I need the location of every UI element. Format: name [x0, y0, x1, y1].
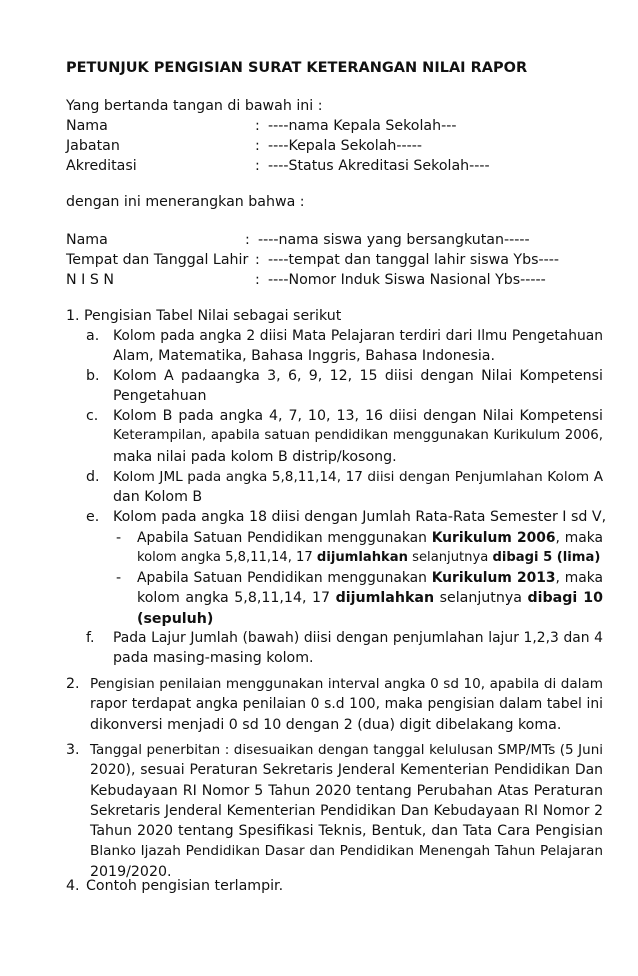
item-a-line-2: Alam, Matematika, Bahasa Inggris, Bahasa Indonesia. [113, 348, 496, 365]
item-f-line-2: pada masing-masing kolom. [113, 650, 314, 667]
sub-2-part-d: kolom angka 5,8,11,14, 17 [137, 590, 336, 607]
item-b-text [113, 366, 603, 407]
sub-2-curriculum: Kurikulum 2013 [431, 570, 556, 586]
item-d-text [113, 467, 603, 508]
sub-2-line-2 [137, 588, 603, 608]
item-d-line-1: Kolom JML pada angka 5,8,11,14, 17 diisi dengan Penjumlahan Kolom A [113, 469, 603, 485]
sub-1-line-1 [137, 528, 603, 548]
sub-2-part-c: , maka [555, 570, 603, 586]
sub-1-part-c: , maka [555, 530, 603, 546]
item-c-marker: c. [86, 408, 99, 424]
item-f-line-1: Pada Lajur Jumlah (bawah) diisi dengan penjumlahan lajur 1,2,3 dan 4 [113, 630, 603, 646]
sub-1-text [137, 528, 603, 569]
item-e-marker: e. [86, 509, 100, 525]
section-2-line-2: rapor terdapat angka penilaian 0 s.d 100, maka pengisian dalam tabel ini [90, 696, 603, 713]
item-d-line-2: dan Kolom B [113, 489, 203, 506]
intro-text: Yang bertanda tangan di bawah ini : [66, 98, 323, 114]
item-d-marker: d. [86, 469, 100, 485]
item-a-line-1: Kolom pada angka 2 diisi Mata Pelajaran terdiri dari Ilmu Pengetahuan [113, 328, 603, 344]
section-3-line-4: Sekretaris Jenderal Kementerian Pendidikan Dan Kebudayaan RI Nomor 2 [90, 802, 603, 819]
item-c-line-1: Kolom B pada angka 4, 7, 10, 13, 16 diisi dengan Nilai Kompetensi [113, 408, 603, 424]
student-nisn-value: ----Nomor Induk Siswa Nasional Ybs----- [268, 272, 546, 288]
signer-accreditation-colon: : [255, 158, 260, 174]
signer-accreditation-label: Akreditasi [66, 158, 137, 174]
section-3-line-7: 2019/2020. [90, 863, 172, 880]
item-b-line-1: Kolom A padaangka 3, 6, 9, 12, 15 diisi dengan Nilai Kompetensi [113, 368, 603, 384]
student-birth-colon: : [255, 252, 260, 268]
section-3-line-1: Tanggal penerbitan : disesuaikan dengan tanggal kelulusan SMP/MTs (5 Juni [90, 742, 603, 758]
sub-1-part-f: selanjutnya [407, 550, 493, 566]
sub-1-line-2 [137, 548, 603, 568]
section-3-text [90, 740, 603, 882]
signer-position-label: Jabatan [66, 138, 120, 154]
student-name-value: ----nama siswa yang bersangkutan----- [258, 232, 530, 248]
section-4-text: Contoh pengisian terlampir. [86, 878, 284, 894]
sub-2-text [137, 568, 603, 629]
section-3-line-2: 2020), sesuai Peraturan Sekretaris Jenderal Kementerian Pendidikan Dan [90, 762, 603, 779]
section-2-line-1: Pengisian penilaian menggunakan interval angka 0 sd 10, apabila di dalam [90, 676, 603, 692]
section-1-heading: Pengisian Tabel Nilai sebagai serikut [84, 308, 342, 324]
sub-2-line-3 [137, 609, 603, 629]
section-2-line-3: dikonversi menjadi 0 sd 10 dengan 2 (dua) digit dibelakang koma. [90, 716, 562, 733]
item-b-marker: b. [86, 368, 100, 384]
sub-1-divide: dibagi 5 (lima) [492, 550, 601, 566]
item-b-line-2: Pengetahuan [113, 388, 207, 405]
signer-name-label: Nama [66, 118, 108, 134]
sub-2-divide: dibagi 10 [527, 590, 603, 607]
signer-name-colon: : [255, 118, 260, 134]
section-2-number: 2. [66, 676, 80, 692]
sub-2-line-1 [137, 568, 603, 588]
section-3-line-3: Kebudayaan RI Nomor 5 Tahun 2020 tentang Perubahan Atas Peraturan [90, 782, 603, 799]
item-e-text: Kolom pada angka 18 diisi dengan Jumlah Rata-Rata Semester I sd V, [113, 509, 607, 525]
item-c-line-2: Keterampilan, apabila satuan pendidikan menggunakan Kurikulum 2006, [113, 428, 603, 444]
item-a-marker: a. [86, 328, 100, 344]
section-3-line-6: Blanko Ijazah Pendidikan Dasar dan Pendidikan Menengah Tahun Pelajaran [90, 843, 603, 860]
student-name-colon: : [245, 232, 250, 248]
section-4-number: 4. [66, 878, 80, 894]
sub-1-part-d: kolom angka 5,8,11,14, 17 [137, 550, 317, 566]
sub-2-summed: dijumlahkan [335, 590, 435, 607]
item-f-marker: f. [86, 630, 95, 646]
student-nisn-colon: : [255, 272, 260, 288]
section-3-line-5: Tahun 2020 tentang Spesifikasi Teknis, Bentuk, dan Tata Cara Pengisian [90, 823, 603, 840]
student-nisn-label: N I S N [66, 272, 114, 288]
signer-accreditation-value: ----Status Akreditasi Sekolah---- [268, 158, 490, 174]
signer-position-value: ----Kepala Sekolah----- [268, 138, 422, 154]
student-name-label: Nama [66, 232, 108, 248]
sub-2-part-f: selanjutnya [434, 590, 528, 607]
section-3-number: 3. [66, 742, 80, 758]
sub-1-curriculum: Kurikulum 2006 [431, 530, 556, 546]
signer-name-value: ----nama Kepala Sekolah--- [268, 118, 457, 134]
sub-1-part-a: Apabila Satuan Pendidikan menggunakan [137, 530, 432, 546]
sub-2-divide-word: (sepuluh) [137, 610, 214, 627]
item-c-line-3: maka nilai pada kolom B distrip/kosong. [113, 448, 397, 465]
sub-1-dash: - [116, 530, 122, 546]
item-a-text [113, 326, 603, 367]
section-2-text [90, 674, 603, 735]
signer-position-colon: : [255, 138, 260, 154]
item-c-text [113, 406, 603, 467]
sub-1-summed: dijumlahkan [316, 550, 408, 566]
sub-2-part-a: Apabila Satuan Pendidikan menggunakan [137, 570, 432, 586]
declare-text: dengan ini menerangkan bahwa : [66, 194, 305, 210]
document-title: PETUNJUK PENGISIAN SURAT KETERANGAN NILAI RAPOR [66, 60, 528, 76]
student-birth-value: ----tempat dan tanggal lahir siswa Ybs---- [268, 252, 559, 268]
sub-2-dash: - [116, 570, 122, 586]
student-birth-label: Tempat dan Tanggal Lahir [66, 252, 249, 268]
section-1-number: 1. [66, 308, 80, 324]
item-f-text [113, 628, 603, 669]
